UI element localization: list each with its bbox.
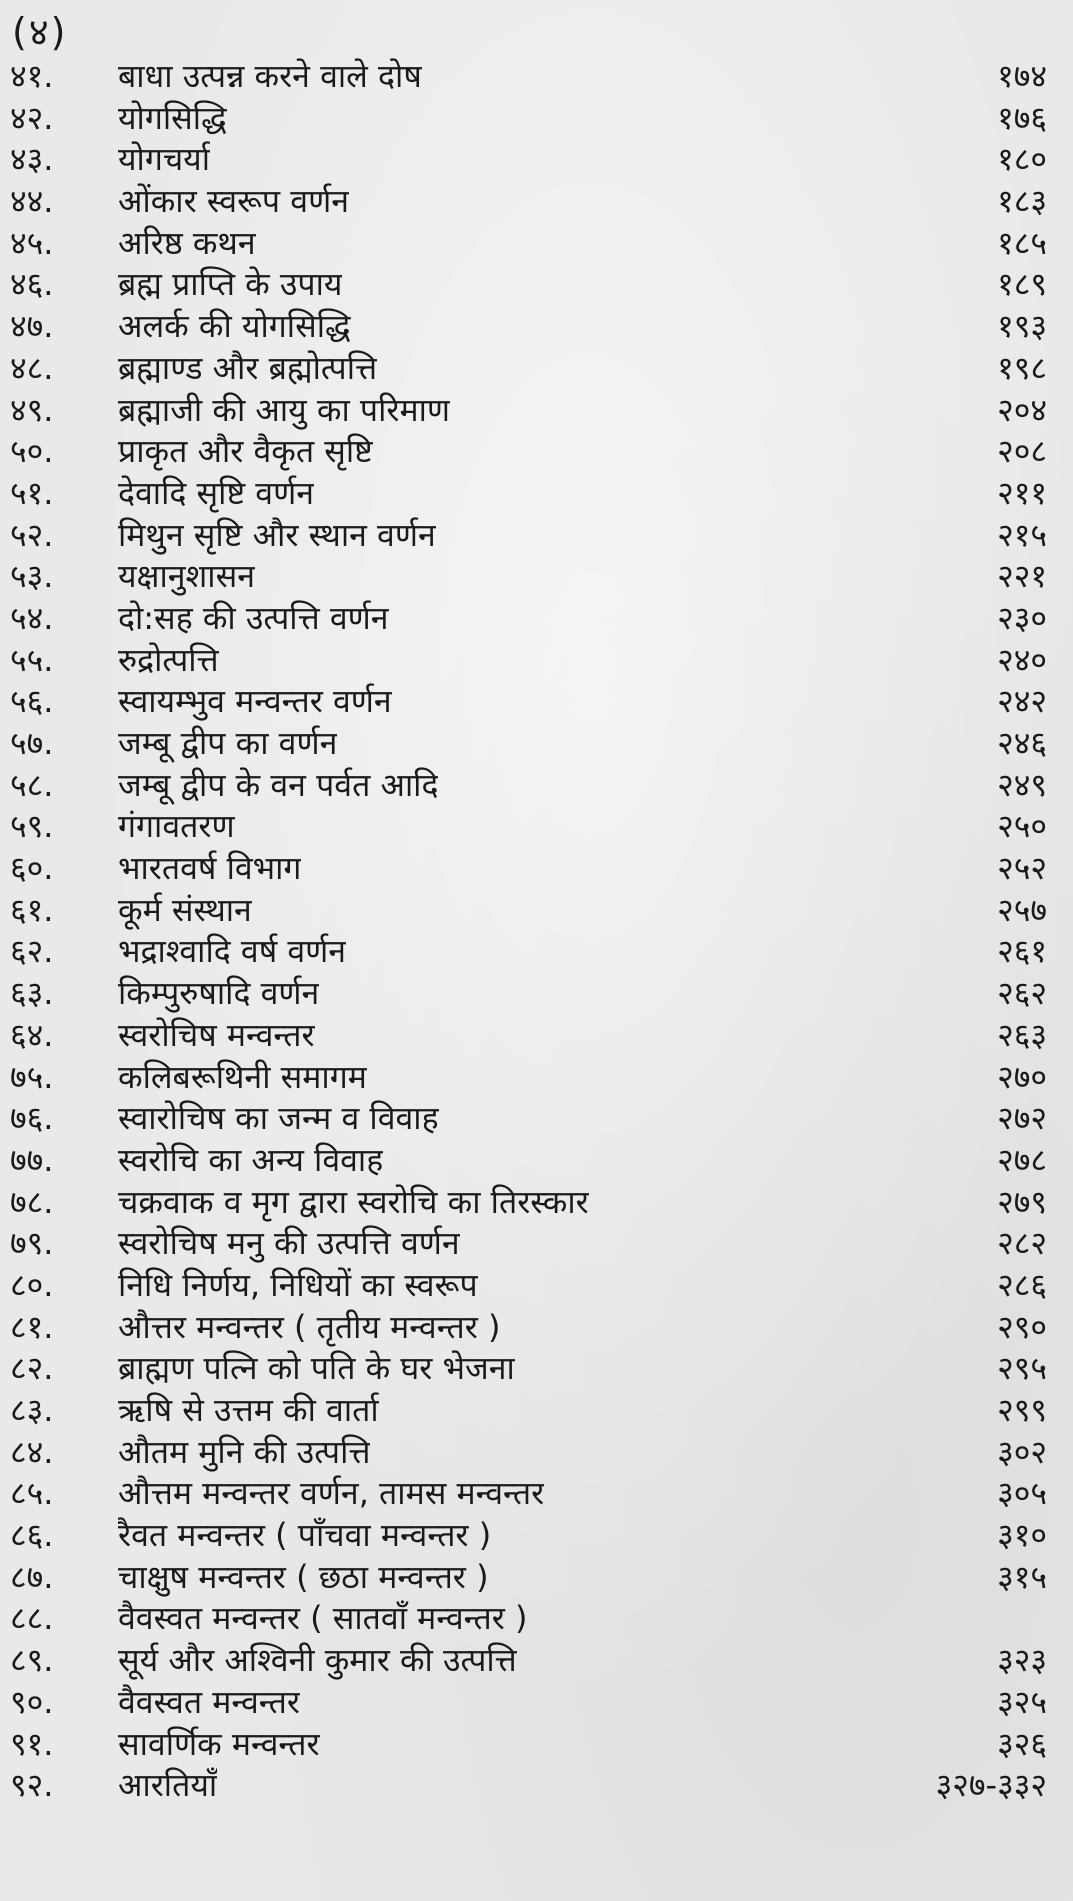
chapter-number: ५८.: [10, 765, 54, 804]
chapter-number: ५६.: [10, 682, 54, 721]
chapter-title: भद्राश्वादि वर्ष वर्णन: [118, 932, 347, 971]
chapter-page-number: २३०: [997, 598, 1047, 637]
toc-entry: [0, 1057, 1073, 1099]
chapter-number: ७६.: [10, 1099, 54, 1138]
chapter-page-number: २०८: [997, 432, 1047, 471]
chapter-title: स्वरोचिष मनु की उत्पत्ति वर्णन: [118, 1224, 460, 1263]
chapter-page-number: २९०: [997, 1307, 1047, 1346]
toc-entry: [0, 98, 1073, 140]
chapter-title: रुद्रोत्पत्ति: [118, 640, 219, 679]
chapter-page-number: १८३: [997, 182, 1047, 221]
toc-entry: [0, 556, 1073, 598]
chapter-title: स्वरोचिष मन्वन्तर: [118, 1015, 315, 1054]
toc-entry: [0, 1348, 1073, 1390]
chapter-title: आरतियाँ: [118, 1766, 218, 1805]
chapter-page-number: ३१५: [997, 1557, 1047, 1596]
chapter-page-number: १७६: [997, 98, 1047, 137]
chapter-page-number: २५०: [997, 807, 1047, 846]
chapter-title: वैवस्वत मन्वन्तर ( सातवाँ मन्वन्तर ): [118, 1599, 528, 1638]
chapter-number: ८१.: [10, 1307, 54, 1346]
chapter-number: ४१.: [10, 57, 54, 95]
chapter-number: ८६.: [10, 1516, 54, 1555]
toc-entry: [0, 56, 1073, 98]
chapter-number: ६१.: [10, 890, 54, 929]
chapter-title: ब्रह्माण्ड और ब्रह्मोत्पत्ति: [118, 348, 378, 387]
toc-entry: [0, 973, 1073, 1015]
chapter-title: स्वरोचि का अन्य विवाह: [118, 1140, 384, 1179]
chapter-number: ८५.: [10, 1474, 54, 1513]
chapter-page-number: २५७: [997, 890, 1047, 929]
chapter-title: अरिष्ठ कथन: [118, 223, 256, 262]
chapter-title: यक्षानुशासन: [118, 557, 255, 596]
chapter-number: ५१.: [10, 473, 54, 512]
chapter-number: ५२.: [10, 515, 54, 554]
chapter-number: ९२.: [10, 1766, 54, 1805]
chapter-page-number: २६१: [997, 932, 1047, 971]
toc-entry: [0, 1724, 1073, 1766]
chapter-page-number: १८९: [997, 265, 1047, 304]
toc-entry: [0, 515, 1073, 557]
chapter-number: ८२.: [10, 1349, 54, 1388]
toc-entry: [0, 931, 1073, 973]
table-of-contents: [0, 56, 1073, 1807]
chapter-number: ५९.: [10, 807, 54, 846]
chapter-page-number: ३०५: [997, 1474, 1047, 1513]
chapter-page-number: ३१०: [997, 1516, 1047, 1555]
chapter-number: ५०.: [10, 432, 54, 471]
toc-entry: [0, 1515, 1073, 1557]
toc-entry: [0, 1307, 1073, 1349]
chapter-page-number: ३२५: [997, 1682, 1047, 1721]
chapter-title: कलिबरूथिनी समागम: [118, 1057, 367, 1096]
chapter-page-number: १९३: [997, 307, 1047, 346]
toc-entry: [0, 1473, 1073, 1515]
chapter-title: सूर्य और अश्विनी कुमार की उत्पत्ति: [118, 1641, 517, 1680]
chapter-number: ८३.: [10, 1391, 54, 1429]
chapter-page-number: २७८: [997, 1140, 1047, 1179]
chapter-number: ७५.: [10, 1057, 54, 1096]
chapter-title: औत्तम मन्वन्तर वर्णन, तामस मन्वन्तर: [118, 1474, 545, 1513]
chapter-number: ४३.: [10, 140, 54, 179]
chapter-number: ५५.: [10, 640, 54, 679]
toc-entry: [0, 348, 1073, 390]
toc-entry: [0, 598, 1073, 640]
toc-entry: [0, 1765, 1073, 1807]
toc-entry: [0, 1015, 1073, 1057]
chapter-number: ५७.: [10, 724, 54, 762]
chapter-number: ६२.: [10, 932, 54, 971]
toc-entry: [0, 1265, 1073, 1307]
toc-entry: [0, 1557, 1073, 1599]
toc-entry: [0, 473, 1073, 515]
chapter-page-number: २१५: [997, 515, 1047, 554]
chapter-page-number: २७९: [997, 1182, 1047, 1221]
chapter-page-number: २४२: [997, 682, 1047, 721]
chapter-title: बाधा उत्पन्न करने वाले दोष: [118, 57, 422, 95]
toc-entry: [0, 223, 1073, 265]
chapter-page-number: २०४: [997, 390, 1047, 429]
chapter-page-number: १८५: [997, 223, 1047, 262]
toc-entry: [0, 264, 1073, 306]
toc-entry: [0, 890, 1073, 932]
chapter-title: अलर्क की योगसिद्धि: [118, 307, 351, 346]
chapter-page-number: २११: [997, 473, 1047, 512]
chapter-title: किम्पुरुषादि वर्णन: [118, 974, 320, 1013]
chapter-number: ६४.: [10, 1015, 54, 1054]
chapter-page-number: ३०२: [997, 1432, 1047, 1471]
chapter-title: गंगावतरण: [118, 807, 235, 846]
chapter-page-number: ३२७-३३२: [935, 1766, 1047, 1805]
toc-entry: [0, 1223, 1073, 1265]
toc-entry: [0, 848, 1073, 890]
chapter-title: देवादि सृष्टि वर्णन: [118, 473, 314, 512]
toc-entry: [0, 139, 1073, 181]
toc-entry: [0, 1432, 1073, 1474]
chapter-title: ओंकार स्वरूप वर्णन: [118, 182, 349, 221]
chapter-number: ५३.: [10, 557, 54, 596]
chapter-title: प्राकृत और वैकृत सृष्टि: [118, 432, 373, 471]
chapter-page-number: २२१: [997, 557, 1047, 596]
chapter-title: ब्रह्माजी की आयु का परिमाण: [118, 390, 451, 429]
chapter-title: मिथुन सृष्टि और स्थान वर्णन: [118, 515, 436, 554]
chapter-number: ४५.: [10, 223, 54, 262]
chapter-number: ९१.: [10, 1724, 54, 1763]
chapter-number: ४७.: [10, 307, 54, 346]
chapter-number: ८८.: [10, 1599, 54, 1638]
chapter-number: ७९.: [10, 1224, 54, 1263]
chapter-page-number: २६२: [997, 974, 1047, 1013]
chapter-page-number: ३२६: [997, 1724, 1047, 1763]
chapter-title: रैवत मन्वन्तर ( पाँचवा मन्वन्तर ): [118, 1516, 492, 1555]
chapter-title: दो:सह की उत्पत्ति वर्णन: [118, 598, 389, 637]
toc-entry: [0, 681, 1073, 723]
chapter-page-number: १८०: [997, 140, 1047, 179]
toc-entry: [0, 765, 1073, 807]
toc-entry: [0, 1640, 1073, 1682]
chapter-title: योगसिद्धि: [118, 98, 227, 137]
chapter-title: निधि निर्णय, निधियों का स्वरूप: [118, 1265, 478, 1304]
chapter-title: ब्राह्मण पत्नि को पति के घर भेजना: [118, 1349, 515, 1388]
chapter-page-number: २७२: [997, 1099, 1047, 1138]
chapter-title: जम्बू द्वीप के वन पर्वत आदि: [118, 765, 439, 804]
chapter-title: ब्रह्म प्राप्ति के उपाय: [118, 265, 343, 304]
chapter-title: कूर्म संस्थान: [118, 890, 252, 929]
chapter-title: योगचर्या: [118, 140, 211, 179]
chapter-page-number: २५२: [997, 849, 1047, 888]
chapter-page-number: २४९: [997, 765, 1047, 804]
toc-entry: [0, 1098, 1073, 1140]
chapter-title: चक्रवाक व मृग द्वारा स्वरोचि का तिरस्कार: [118, 1182, 589, 1221]
chapter-number: ४४.: [10, 182, 54, 221]
chapter-title: चाक्षुष मन्वन्तर ( छठा मन्वन्तर ): [118, 1557, 489, 1596]
toc-entry: [0, 1390, 1073, 1432]
chapter-number: ७८.: [10, 1182, 54, 1221]
chapter-title: वैवस्वत मन्वन्तर: [118, 1682, 300, 1721]
chapter-page-number: १९८: [997, 348, 1047, 387]
chapter-number: ६३.: [10, 974, 54, 1013]
chapter-title: जम्बू द्वीप का वर्णन: [118, 724, 338, 762]
toc-entry: [0, 181, 1073, 223]
chapter-page-number: २४६: [997, 724, 1047, 762]
chapter-page-number: २४०: [997, 640, 1047, 679]
toc-entry: [0, 1682, 1073, 1724]
toc-entry: [0, 1182, 1073, 1224]
chapter-number: ८७.: [10, 1557, 54, 1596]
chapter-title: स्वारोचिष का जन्म व विवाह: [118, 1099, 439, 1138]
chapter-page-number: १७४: [997, 57, 1047, 95]
toc-entry: [0, 723, 1073, 765]
chapter-number: ४२.: [10, 98, 54, 137]
toc-entry: [0, 431, 1073, 473]
chapter-number: ४६.: [10, 265, 54, 304]
chapter-number: ५४.: [10, 598, 54, 637]
chapter-page-number: २८२: [997, 1224, 1047, 1263]
chapter-page-number: २६३: [997, 1015, 1047, 1054]
chapter-title: भारतवर्ष विभाग: [118, 849, 302, 888]
toc-entry: [0, 306, 1073, 348]
chapter-number: ९०.: [10, 1682, 54, 1721]
chapter-page-number: २९९: [997, 1391, 1047, 1429]
toc-entry: [0, 1140, 1073, 1182]
chapter-number: ६०.: [10, 849, 54, 888]
toc-entry: [0, 640, 1073, 682]
chapter-number: ४८.: [10, 348, 54, 387]
chapter-number: ८९.: [10, 1641, 54, 1680]
chapter-page-number: २९५: [997, 1349, 1047, 1388]
chapter-title: सावर्णिक मन्वन्तर: [118, 1724, 320, 1763]
chapter-title: ऋषि से उत्तम की वार्ता: [118, 1391, 379, 1429]
chapter-page-number: ३२३: [997, 1641, 1047, 1680]
toc-entry: [0, 390, 1073, 432]
chapter-number: ८०.: [10, 1265, 54, 1304]
chapter-number: ७७.: [10, 1140, 54, 1179]
chapter-title: स्वायम्भुव मन्वन्तर वर्णन: [118, 682, 392, 721]
chapter-page-number: २८६: [997, 1265, 1047, 1304]
toc-entry: [0, 806, 1073, 848]
chapter-number: ४९.: [10, 390, 54, 429]
chapter-number: ८४.: [10, 1432, 54, 1471]
chapter-title: औतम मुनि की उत्पत्ति: [118, 1432, 371, 1471]
chapter-title: औत्तर मन्वन्तर ( तृतीय मन्वन्तर ): [118, 1307, 501, 1346]
chapter-page-number: २७०: [997, 1057, 1047, 1096]
toc-entry: [0, 1598, 1073, 1640]
page-number: (४): [12, 10, 68, 54]
